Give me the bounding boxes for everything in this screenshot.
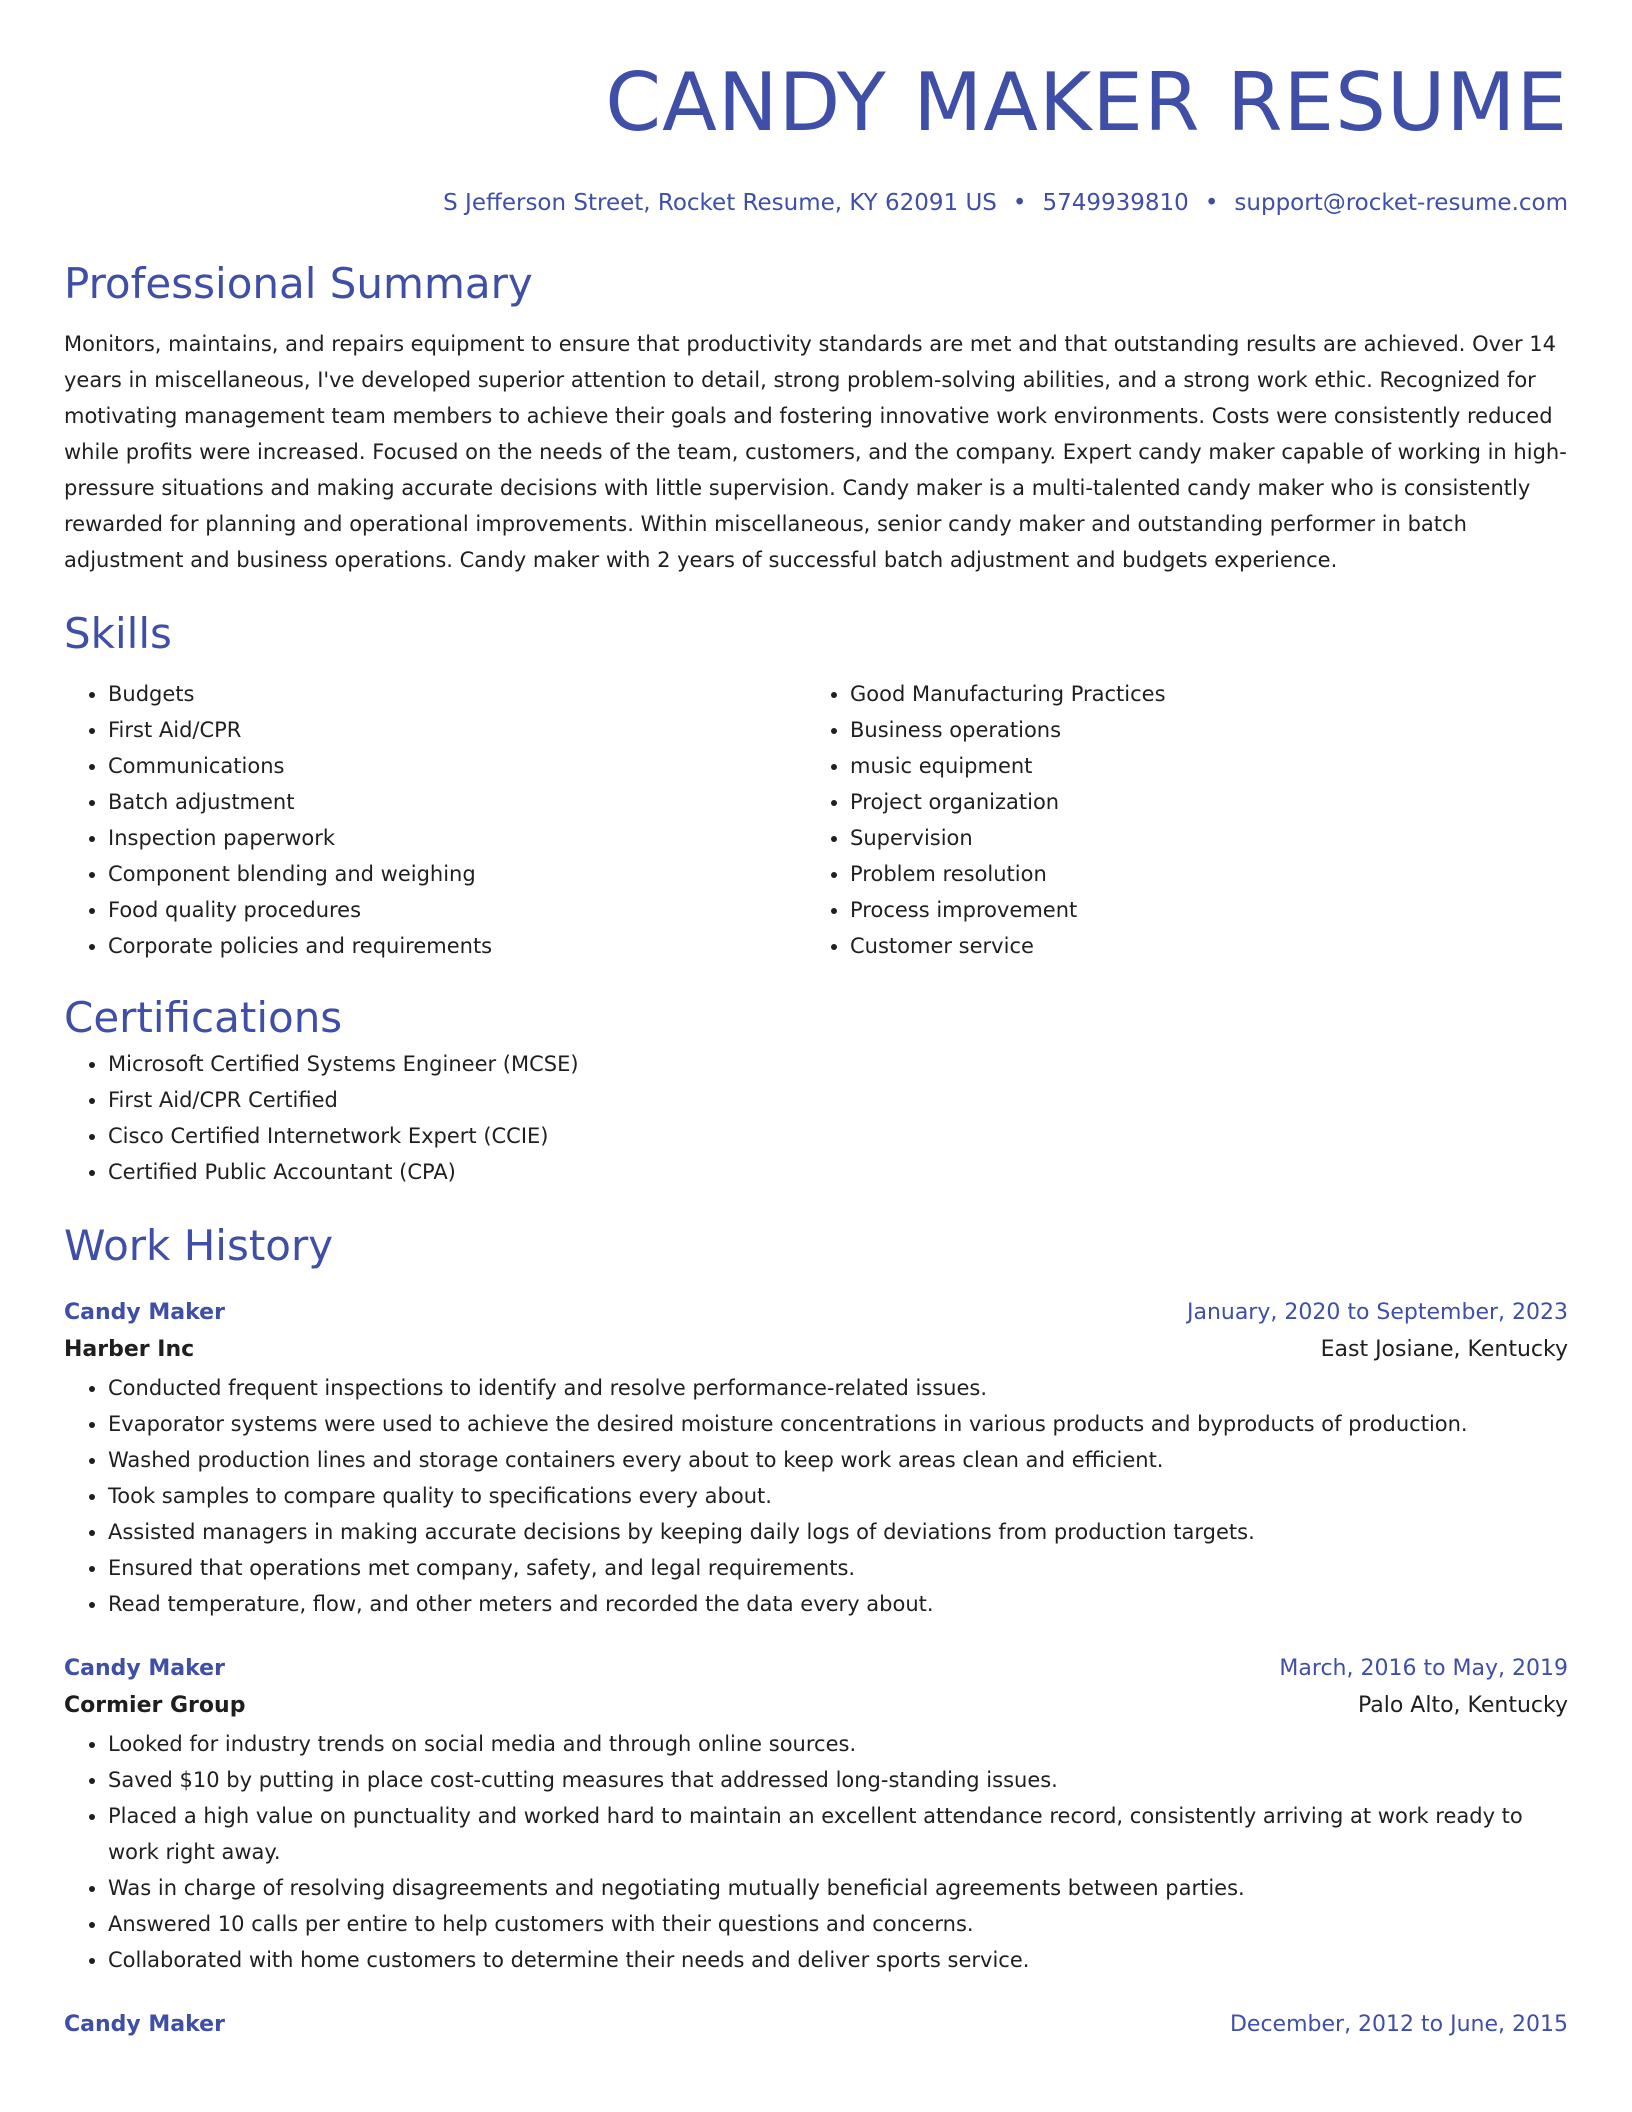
job-bullet: • Assisted managers in making accurate decisions by keeping daily logs of deviations from production targets. bbox=[108, 1514, 1568, 1550]
job-entry bbox=[64, 1652, 1568, 1978]
job-header-row bbox=[64, 2008, 1568, 2042]
certification-item: • Microsoft Certified Systems Engineer (MCSE) bbox=[108, 1046, 1568, 1082]
skills-list-left bbox=[64, 676, 806, 964]
job-company-row bbox=[64, 1686, 1568, 1726]
skill-item: • Good Manufacturing Practices bbox=[850, 676, 1548, 712]
contact-line bbox=[64, 186, 1568, 220]
address: S Jefferson Street, Rocket Resume, KY 62091 US bbox=[443, 190, 997, 216]
job-company-row bbox=[64, 1330, 1568, 1370]
phone-link[interactable]: 5749939810 bbox=[1042, 190, 1189, 216]
skill-item: • Problem resolution bbox=[850, 856, 1548, 892]
job-bullet: • Read temperature, flow, and other meters and recorded the data every about. bbox=[108, 1586, 1568, 1622]
job-bullets bbox=[64, 1370, 1568, 1622]
job-location: Palo Alto, Kentucky bbox=[1357, 1693, 1568, 1718]
certification-item: • Cisco Certified Internetwork Expert (CCIE) bbox=[108, 1118, 1568, 1154]
job-bullet: • Conducted frequent inspections to identify and resolve performance-related issues. bbox=[108, 1370, 1568, 1406]
job-location: East Josiane, Kentucky bbox=[1320, 1337, 1568, 1362]
skill-item: • Inspection paperwork bbox=[108, 820, 806, 856]
skill-item: • First Aid/CPR bbox=[108, 712, 806, 748]
skill-item: • Supervision bbox=[850, 820, 1548, 856]
skills-section bbox=[64, 606, 1568, 964]
job-title: Candy Maker bbox=[64, 1300, 225, 1325]
skills-list-right bbox=[806, 676, 1548, 964]
section-heading-work-history: Work History bbox=[64, 1221, 334, 1270]
job-bullet: • Looked for industry trends on social media and through online sources. bbox=[108, 1726, 1568, 1762]
skills-column-right bbox=[806, 676, 1548, 964]
skills-column-left bbox=[64, 676, 806, 964]
job-header-row bbox=[64, 1296, 1568, 1330]
skill-item: • Process improvement bbox=[850, 892, 1548, 928]
job-entry bbox=[64, 2008, 1568, 2042]
job-bullets bbox=[64, 1726, 1568, 1978]
separator: • bbox=[1012, 190, 1027, 216]
job-title: Candy Maker bbox=[64, 2012, 225, 2037]
job-entry bbox=[64, 1296, 1568, 1622]
skill-item: • Component blending and weighing bbox=[108, 856, 806, 892]
job-title: Candy Maker bbox=[64, 1656, 225, 1681]
professional-summary-section bbox=[64, 256, 1568, 578]
resume-title: CANDY MAKER RESUME bbox=[605, 56, 1568, 149]
job-bullet: • Was in charge of resolving disagreements and negotiating mutually beneficial agreements between parties. bbox=[108, 1870, 1568, 1906]
job-dates: January, 2020 to September, 2023 bbox=[1186, 1300, 1568, 1325]
skill-item: • Customer service bbox=[850, 928, 1548, 964]
skill-item: • Communications bbox=[108, 748, 806, 784]
job-bullet: • Collaborated with home customers to determine their needs and deliver sports service. bbox=[108, 1942, 1568, 1978]
job-dates: March, 2016 to May, 2019 bbox=[1279, 1656, 1568, 1681]
summary-text: Monitors, maintains, and repairs equipment to ensure that productivity standards are met and that outstanding results are achieved. Over 14 years in miscellaneous, I've developed superior attention to detail, strong problem-solving abilities, and a strong work ethic. Recognized for motivating management team members to achieve their goals and fostering innovative work environments. Costs were consistently reduced while profits were increased. Focused on the needs of the team, customers, and the company. Expert candy maker capable of working in high-pressure situations and making accurate decisions with little supervision. Candy maker is a multi-talented candy maker who is consistently rewarded for planning and operational improvements. Within miscellaneous, senior candy maker and outstanding performer in batch adjustment and business operations. Candy maker with 2 years of successful batch adjustment and budgets experience. bbox=[64, 332, 1567, 572]
work-history-section bbox=[64, 1218, 1568, 2042]
resume-page bbox=[64, 48, 1568, 2042]
skill-item: • Corporate policies and requirements bbox=[108, 928, 806, 964]
certification-item: • First Aid/CPR Certified bbox=[108, 1082, 1568, 1118]
job-bullet: • Placed a high value on punctuality and worked hard to maintain an excellent attendance record, consistently arriving at work ready to work right away. bbox=[108, 1798, 1568, 1870]
job-bullet: • Answered 10 calls per entire to help customers with their questions and concerns. bbox=[108, 1906, 1568, 1942]
skill-item: • Food quality procedures bbox=[108, 892, 806, 928]
job-bullet: • Evaporator systems were used to achieve the desired moisture concentrations in various products and byproducts of production. bbox=[108, 1406, 1568, 1442]
job-bullet: • Washed production lines and storage containers every about to keep work areas clean and efficient. bbox=[108, 1442, 1568, 1478]
job-header-row bbox=[64, 1652, 1568, 1686]
job-company: Cormier Group bbox=[64, 1693, 246, 1718]
job-bullet: • Ensured that operations met company, safety, and legal requirements. bbox=[108, 1550, 1568, 1586]
section-heading-certifications: Certifications bbox=[64, 993, 343, 1042]
section-heading-skills: Skills bbox=[64, 609, 172, 658]
job-company: Harber Inc bbox=[64, 1337, 195, 1362]
separator: • bbox=[1204, 190, 1219, 216]
skill-item: • Project organization bbox=[850, 784, 1548, 820]
job-dates: December, 2012 to June, 2015 bbox=[1229, 2012, 1568, 2037]
skill-item: • Budgets bbox=[108, 676, 806, 712]
skills-columns bbox=[64, 676, 1568, 964]
skill-item: • music equipment bbox=[850, 748, 1548, 784]
skill-item: • Batch adjustment bbox=[108, 784, 806, 820]
job-bullet: • Saved $10 by putting in place cost-cutting measures that addressed long-standing issues. bbox=[108, 1762, 1568, 1798]
job-bullet: • Took samples to compare quality to specifications every about. bbox=[108, 1478, 1568, 1514]
certification-item: • Certified Public Accountant (CPA) bbox=[108, 1154, 1568, 1190]
certifications-list bbox=[64, 1046, 1568, 1190]
section-heading-summary: Professional Summary bbox=[64, 259, 533, 308]
email-link[interactable]: support@rocket-resume.com bbox=[1234, 190, 1568, 216]
skill-item: • Business operations bbox=[850, 712, 1548, 748]
certifications-section bbox=[64, 990, 1568, 1190]
